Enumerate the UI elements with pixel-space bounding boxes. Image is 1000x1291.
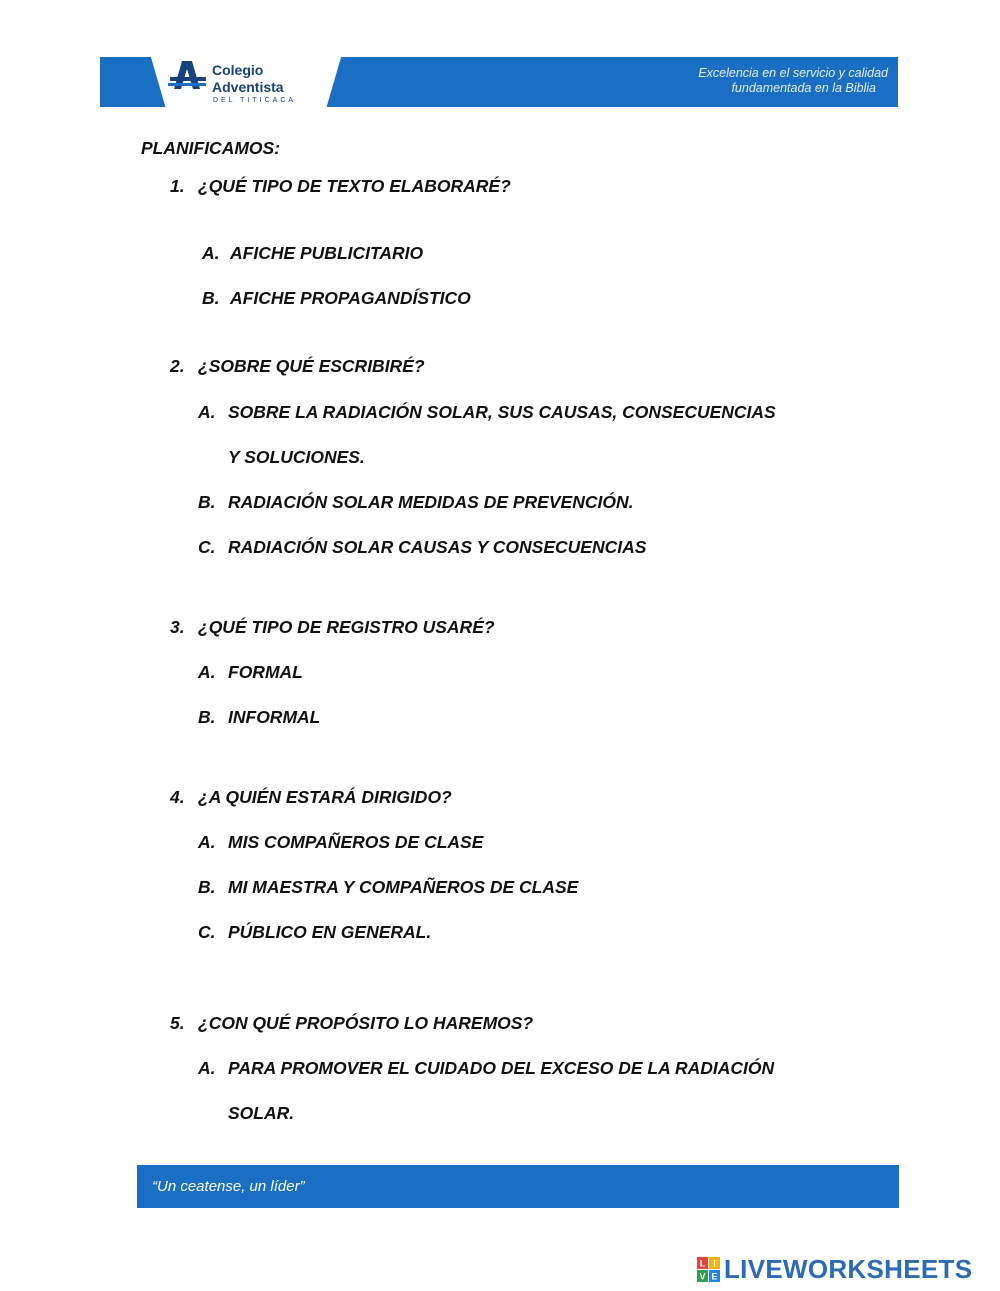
logo-name	[212, 63, 284, 94]
logo-subtitle: DEL TITICACA	[213, 97, 297, 104]
option-letter: A.	[198, 832, 216, 852]
logo-line2: Adventista	[212, 79, 284, 95]
option-letter: B.	[198, 877, 216, 897]
header-slogan	[600, 66, 888, 96]
page-title: PLANIFICAMOS:	[141, 138, 281, 158]
footer-motto: “Un ceatense, un líder”	[152, 1178, 305, 1195]
question-text: ¿QUÉ TIPO DE REGISTRO USARÉ?	[198, 617, 495, 637]
option-letter: B.	[198, 707, 216, 727]
svg-text:L: L	[699, 1258, 706, 1269]
option-continuation: SOLAR.	[228, 1103, 295, 1123]
option-text: SOBRE LA RADIACIÓN SOLAR, SUS CAUSAS, CONSECUENCIAS	[228, 402, 776, 422]
option-item	[198, 491, 633, 513]
question-number: 1.	[170, 176, 185, 196]
option-item	[198, 1057, 774, 1079]
option-item	[202, 287, 471, 309]
question-1	[170, 175, 511, 197]
option-text: AFICHE PROPAGANDÍSTICO	[230, 288, 471, 308]
question-number: 5.	[170, 1013, 185, 1033]
option-item	[202, 242, 423, 264]
option-item	[198, 536, 646, 558]
question-number: 2.	[170, 356, 185, 376]
svg-text:V: V	[699, 1271, 706, 1282]
option-letter: B.	[198, 492, 216, 512]
option-text: RADIACIÓN SOLAR CAUSAS Y CONSECUENCIAS	[228, 537, 647, 557]
liveworksheets-badge-icon	[697, 1257, 721, 1283]
option-text: PARA PROMOVER EL CUIDADO DEL EXCESO DE LA RADIACIÓN	[228, 1058, 775, 1078]
option-letter: A.	[198, 662, 216, 682]
option-text: AFICHE PUBLICITARIO	[230, 243, 424, 263]
question-2	[170, 355, 425, 377]
option-text: FORMAL	[228, 662, 303, 682]
option-letter: A.	[198, 402, 216, 422]
question-text: ¿A QUIÉN ESTARÁ DIRIGIDO?	[198, 787, 452, 807]
option-letter: B.	[202, 288, 220, 308]
option-letter: A.	[198, 1058, 216, 1078]
logo-line1: Colegio	[212, 62, 264, 78]
question-4	[170, 786, 452, 808]
question-text: ¿QUÉ TIPO DE TEXTO ELABORARÉ?	[198, 176, 511, 196]
option-text: MI MAESTRA Y COMPAÑEROS DE CLASE	[228, 877, 579, 897]
slogan-line2: fundamentada en la Biblia	[731, 81, 876, 95]
option-item	[198, 661, 303, 683]
option-text: RADIACIÓN SOLAR MEDIDAS DE PREVENCIÓN.	[228, 492, 634, 512]
option-item	[198, 706, 320, 728]
question-3	[170, 616, 495, 638]
option-letter: A.	[202, 243, 220, 263]
svg-text:E: E	[711, 1271, 718, 1282]
option-letter: C.	[198, 922, 216, 942]
option-item	[198, 921, 431, 943]
option-text: PÚBLICO EN GENERAL.	[228, 922, 432, 942]
svg-text:I: I	[713, 1258, 716, 1269]
liveworksheets-brand[interactable]: LIVEWORKSHEETS	[724, 1254, 973, 1284]
question-5	[170, 1012, 533, 1034]
option-letter: C.	[198, 537, 216, 557]
slogan-line1: Excelencia en el servicio y calidad	[698, 66, 888, 80]
option-item	[198, 876, 578, 898]
question-number: 3.	[170, 617, 185, 637]
option-text: INFORMAL	[228, 707, 321, 727]
option-item	[198, 831, 483, 853]
question-text: ¿SOBRE QUÉ ESCRIBIRÉ?	[198, 356, 425, 376]
option-text: MIS COMPAÑEROS DE CLASE	[228, 832, 484, 852]
option-item	[198, 401, 776, 423]
question-number: 4.	[170, 787, 185, 807]
question-text: ¿CON QUÉ PROPÓSITO LO HAREMOS?	[198, 1013, 534, 1033]
option-continuation: Y SOLUCIONES.	[228, 447, 365, 467]
